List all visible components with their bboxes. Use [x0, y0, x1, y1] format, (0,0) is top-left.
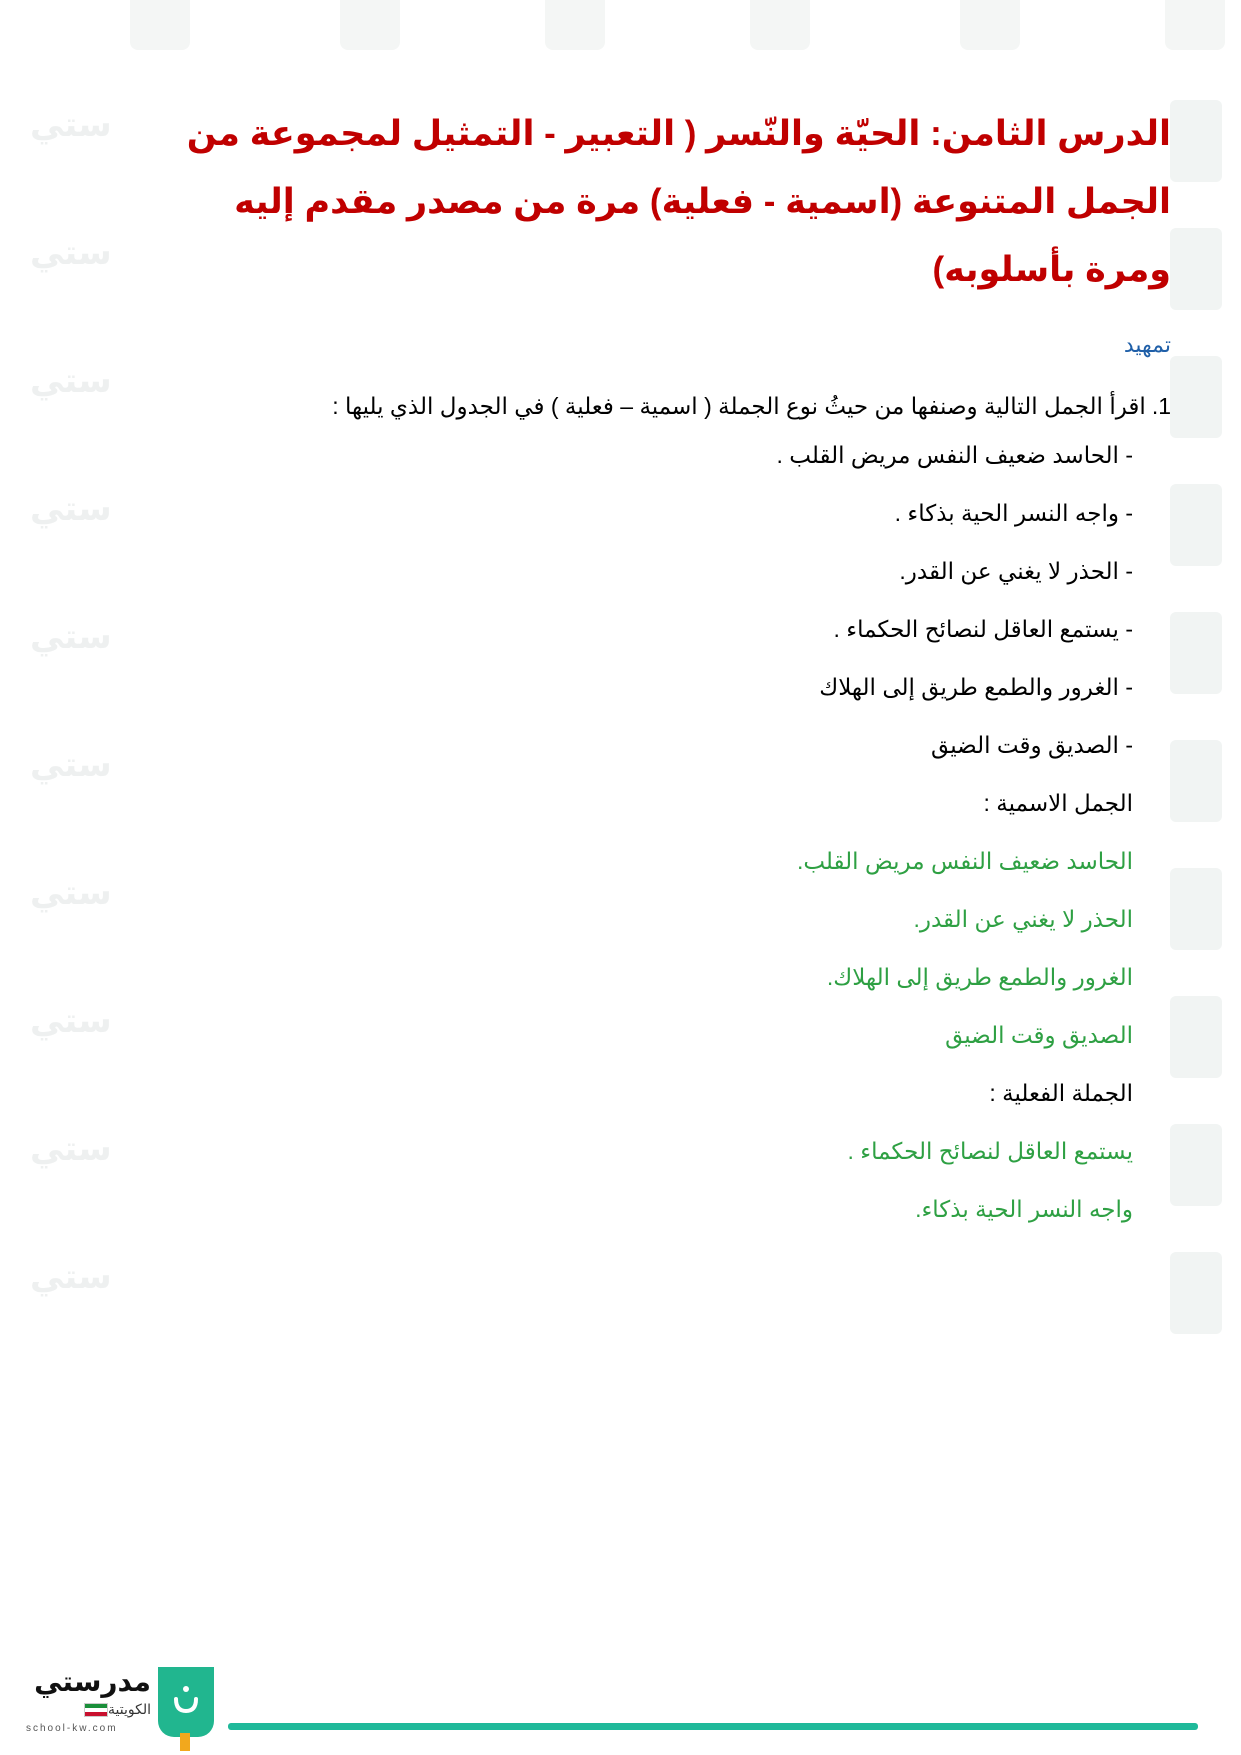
watermark-top-row [0, 0, 1241, 55]
nominal-answers [171, 832, 1171, 1064]
sentence-list [171, 426, 1171, 774]
list-item: - الحذر لا يغني عن القدر. [899, 558, 1133, 584]
answer-item: واجه النسر الحية بذكاء. [915, 1196, 1133, 1222]
bookmark-ribbon-icon [180, 1733, 190, 1751]
footer-logo [26, 1665, 216, 1750]
lesson-title: الدرس الثامن: الحيّة والنّسر ( التعبير - التمثيل لمجموعة من الجمل المتنوعة (اسمية - فعلية) مرة من مصدر مقدم إليه ومرة بأسلوبه) [186, 114, 1171, 289]
book-logo-icon [158, 1667, 214, 1737]
question-number: 1. [1151, 393, 1171, 419]
logo-brand-text: مدرستي [34, 1666, 151, 1697]
watermark-right-column [1161, 100, 1231, 1380]
question-text: اقرأ الجمل التالية وصنفها من حيثُ نوع الجملة ( اسمية – فعلية ) في الجدول الذي يليها : [332, 393, 1146, 419]
logo-sub-text: الكويتية [26, 1701, 151, 1718]
answer-item: الغرور والطمع طريق إلى الهلاك. [826, 964, 1133, 990]
watermark-left-column: ستي ستي ستي ستي ستي ستي ستي ستي ستي ستي [30, 106, 112, 1296]
lesson-content [171, 100, 1171, 1238]
answer-item: الصديق وقت الضيق [945, 1022, 1133, 1048]
kuwait-flag-icon [84, 1703, 108, 1717]
answer-item: الحاسد ضعيف النفس مريض القلب. [796, 848, 1133, 874]
smile-icon [173, 1685, 199, 1715]
list-item: - الحاسد ضعيف النفس مريض القلب . [776, 442, 1133, 468]
verbal-answers [171, 1122, 1171, 1238]
answer-item: الحذر لا يغني عن القدر. [913, 906, 1133, 932]
question-1 [171, 386, 1171, 426]
intro-label: تمهيد [1123, 332, 1171, 357]
logo-url: school-kw.com [26, 1723, 118, 1734]
list-item: - الغرور والطمع طريق إلى الهلاك [819, 674, 1133, 700]
list-item: - واجه النسر الحية بذكاء . [894, 500, 1133, 526]
nominal-label: الجمل الاسمية : [983, 790, 1133, 816]
verbal-label: الجملة الفعلية : [989, 1080, 1133, 1106]
list-item: - الصديق وقت الضيق [931, 732, 1133, 758]
list-item: - يستمع العاقل لنصائح الحكماء . [833, 616, 1133, 642]
footer-divider [228, 1723, 1198, 1730]
answer-item: يستمع العاقل لنصائح الحكماء . [847, 1138, 1133, 1164]
